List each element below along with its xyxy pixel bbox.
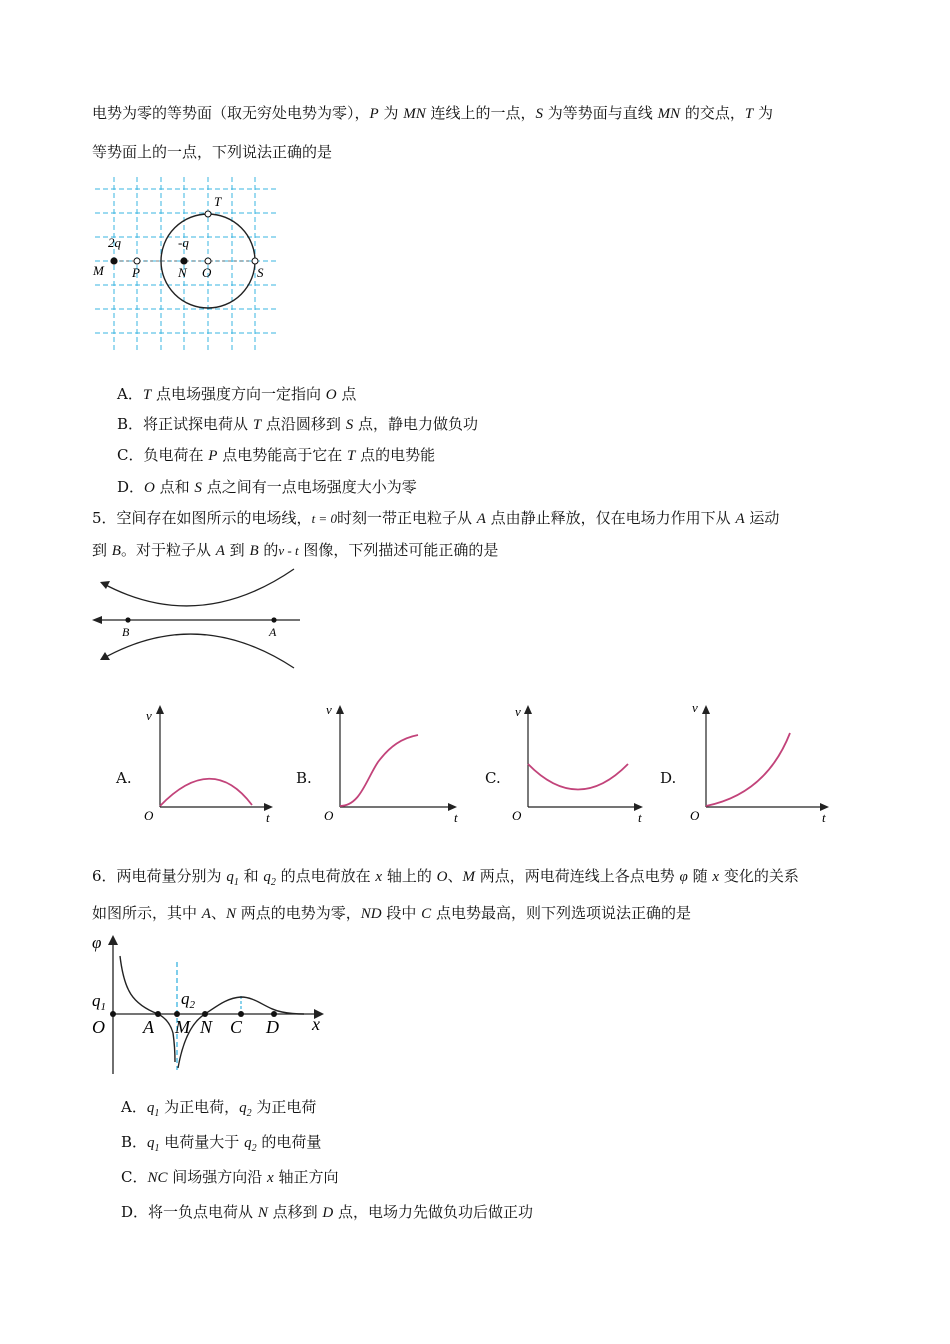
q4-label-neg-q: -q <box>178 235 189 250</box>
q5-graph-c-o-label: O <box>512 808 522 823</box>
q6-option-d[interactable]: D．将一负点电荷从 N 点移到 D 点，电场力先做负功后做正功 <box>121 1203 533 1221</box>
q5-stem-line1: 5．空间存在如图所示的电场线，t = 0时刻一带正电粒子从 A 点由静止释放，仅在电场力作用下从 A 运动 <box>92 509 780 527</box>
q5-graph-d[interactable] <box>686 700 834 828</box>
q5-graph-b-v-arrow <box>336 705 344 714</box>
q5-graph-d-v-arrow <box>702 705 710 714</box>
q5-option-c-label[interactable]: C. <box>485 769 501 787</box>
q5-graph-a-o-label: O <box>144 808 154 823</box>
q4-label-N: N <box>178 265 187 280</box>
q6-figure <box>88 930 338 1080</box>
q4-label-P: P <box>132 265 140 280</box>
q6-label-A: A <box>143 1017 154 1037</box>
q6-phi-arrow <box>108 935 118 945</box>
q4-point-T <box>205 211 211 217</box>
q4-point-M <box>110 257 117 264</box>
q5-graph-c-v-label: v <box>515 704 521 719</box>
q5-graph-d-o-label: O <box>690 808 700 823</box>
q4-label-2q: 2q <box>108 235 121 250</box>
q6-label-phi: φ <box>92 933 102 952</box>
q5-graph-a-v-label: v <box>146 708 152 723</box>
q4-option-a[interactable]: A．T 点电场强度方向一定指向 O 点 <box>117 385 357 403</box>
q4-point-N <box>180 257 187 264</box>
q5-field-line-top <box>102 569 294 606</box>
q5-graph-a-t-label: t <box>266 810 270 825</box>
q5-graph-c-t-label: t <box>638 810 642 825</box>
q5-graph-c-v-arrow <box>524 705 532 714</box>
q6-option-a[interactable]: A．$q_1$ 为正电荷，$q_2$ 为正电荷 <box>121 1098 317 1119</box>
q5-stem-line2: 到 B。对于粒子从 A 到 B 的v - t 图像，下列描述可能正确的是 <box>92 541 499 559</box>
q5-field-line-bottom <box>102 634 294 668</box>
q6-point-O <box>110 1011 116 1017</box>
q4-label-O: O <box>202 265 212 280</box>
q5-graph-b-curve <box>340 735 418 806</box>
q5-arrowhead-middle <box>92 616 102 624</box>
q5-option-a-label[interactable]: A. <box>116 769 132 787</box>
q4-point-O <box>205 258 211 264</box>
q5-option-b-label[interactable]: B. <box>296 769 312 787</box>
q5-graph-c-curve <box>528 764 628 790</box>
q6-label-M: M <box>175 1017 190 1037</box>
q6-label-N: N <box>200 1017 213 1037</box>
q5-graph-b-t-label: t <box>454 810 458 825</box>
q4-point-S <box>252 258 258 264</box>
q5-field-figure <box>88 565 303 670</box>
q4-stem-line2: 等势面上的一点，下列说法正确的是 <box>92 143 333 161</box>
q4-option-c[interactable]: C．负电荷在 P 点电势能高于它在 T 点的电势能 <box>117 446 436 464</box>
q6-label-D: D <box>266 1017 279 1037</box>
q4-label-S: S <box>257 265 264 280</box>
q5-label-A: A <box>269 625 277 639</box>
q6-option-b[interactable]: B．$q_1$ 电荷量大于 $q_2$ 的电荷量 <box>121 1133 322 1154</box>
q5-label-B: B <box>122 625 130 639</box>
q4-label-M: M <box>93 263 104 278</box>
q5-graph-b-o-label: O <box>324 808 334 823</box>
q5-graph-d-curve <box>706 733 790 806</box>
q5-option-d-label[interactable]: D. <box>660 769 677 787</box>
q6-label-q2: $q_2$ <box>181 989 195 1011</box>
q6-stem-line2: 如图所示，其中 A、N 两点的电势为零，ND 段中 C 点电势最高，则下列选项说法正确的是 <box>92 904 691 922</box>
q5-arrowhead-top <box>100 581 110 589</box>
q5-graph-d-t-label: t <box>822 810 826 825</box>
q6-label-O: O <box>92 1017 105 1037</box>
q5-point-A <box>271 617 276 622</box>
q4-stem-line1: 电势为零的等势面（取无穷处电势为零），P 为 MN 连线上的一点，S 为等势面与直线 MN 的交点，T 为 <box>92 104 773 122</box>
q5-graph-b-v-label: v <box>326 702 332 717</box>
q6-option-c[interactable]: C．NC 间场强方向沿 x 轴正方向 <box>121 1168 339 1186</box>
q5-point-B <box>125 617 130 622</box>
q5-graph-a-curve <box>160 779 252 806</box>
q5-graph-c[interactable] <box>508 700 653 828</box>
q6-point-A <box>155 1011 161 1017</box>
q6-label-C: C <box>230 1017 243 1037</box>
q6-curve-left <box>120 956 175 1062</box>
q4-point-P <box>134 258 140 264</box>
q6-label-x: x <box>312 1014 320 1034</box>
q5-graph-a[interactable] <box>140 700 280 828</box>
q6-label-q1: $q_1$ <box>92 991 106 1013</box>
q4-figure <box>90 175 280 355</box>
q4-label-T: T <box>214 194 222 209</box>
q6-stem-line1: 6．两电荷量分别为 $q_1$ 和 $q_2$ 的点电荷放在 x 轴上的 O、M 两点，两电荷连线上各点电势 φ 随 x 变化的关系 <box>92 867 799 888</box>
q4-option-d[interactable]: D．O 点和 S 点之间有一点电场强度大小为零 <box>117 478 417 496</box>
q5-graph-a-v-arrow <box>156 705 164 714</box>
q5-graph-b[interactable] <box>320 700 465 828</box>
q5-graph-d-v-label: v <box>692 700 698 715</box>
q4-option-b[interactable]: B．将正试探电荷从 T 点沿圆移到 S 点，静电力做负功 <box>117 415 478 433</box>
